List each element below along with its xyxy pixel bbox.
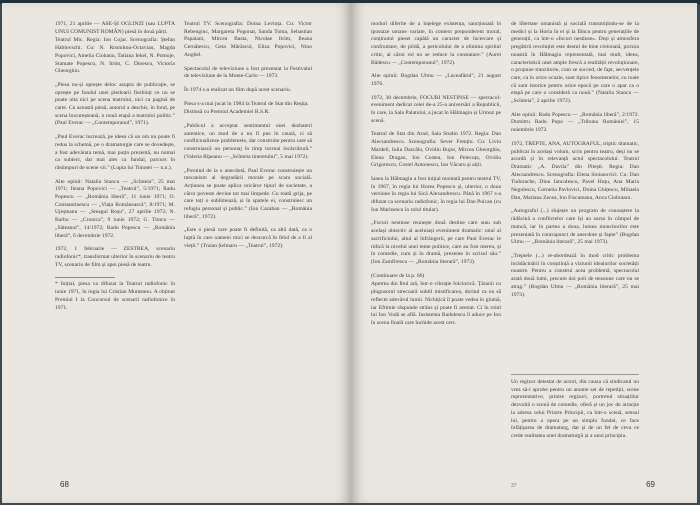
paragraph: „Autograful (...) slujește un program de cunoaștere la rădăcină a conflictelor care își au sursa în câmpul de muncă, iar în partea a doua, lumea muncitorilor este prezentată în contrapunct de anecdote și fapte” (Bogdan Ulmu — „România literară”, 25 mai 1973). [511, 208, 639, 246]
gutter-number: 37 [511, 483, 517, 489]
paragraph: Teatrul de Stat din Arad, Sala Studio 1972. Regia: Dan Alecsandrescu. Scenografia: Sever Frențiu. Cu: Liviu Mardeli, Iuliu Dascălu, Ovidiu Bujor, Mircea Gheorghiu, Elena Dragan, Ion Costea, Ion Pelecuța, Ovidiu Grigorescu, Costel Antonescu, Ion Văcaru și alții. [371, 131, 501, 169]
paragraph: În 1974 s-a realizat un film după acest scenariu. [184, 86, 292, 93]
paragraph: Alte opinii: Bogdan Ulmu — „Luceafărul”, 21 august 1976. [371, 73, 501, 87]
lower-paragraph: Un regizor detestat de actori, din cauza că sindicatul nu vrea să-l aprobe pentru un anume set de repetiții, scene reprezentative, printre regizori, portretul situațiilor dezvoltă o scenă de comedie, oferă și un joc de atracție la adresa celui Printre Principii, ca într-o scenă, sensul lui, pentru a opera pe un simplu fundal, ce face înfățișarea de dramaturg, dar și de un fel de ceva ce crede realitatea unei dramaturgii și a unui principiu. [511, 379, 639, 439]
paragraph: 1972, 30 decembrie, FOCURI NESTINSE — spectacol-eveniment dedicat celei de-a 25-a aniversări a Republicii, în care, la Sala Palatului, a jucat în Hălmagiu și Urmuz pe scenă. [371, 94, 501, 124]
paragraph: Ianeu la Hălmagiu a fost inițial montată pentru teatrul TV, în 1967, în regia lui Horea Popescu și, ulterior, o doua versiune în regia lui Sică Alexandrescu. Până în 1967 s-a difuzat ca scenariu radiofonic, în regia lui Dan Puican (cu Ion Marinescu în rolul titular). [371, 175, 501, 213]
paragraph: Teatrul Mic. Regia: Ion Cojar. Scenografia: Ștefan Hablovschi. Cu: N. Rosmitnu-Octavian, Magda Popovici, Amelia Ciobanu, Tatiana Iekel, N. Pomoje, Stamate Popescu, N. Itrim, C. Dinescu, Victoria Gheorghiu. [55, 37, 175, 75]
right-page [351, 3, 697, 503]
paragraph: Spectacolul de televiziune a fost prezentat la Festivalul de televiziune de la Monte-Carlo — 1973. [184, 65, 312, 80]
paragraph: Apetrea din Ibul ară, într-o vibrație folclorică. Țăranii cu plugusorul strecoară subtil mistificarea, dorind ca ea să reflecte adevărul lumii. Nichițică îl poate vedea în glumă, iar Eftimie răspunde strâns și poate fi arestat. Ci în rolul lui Ion Vodă se află. Insistenta Radulescu îl aduce pe Ion în scena finală care închide acest cerc. [371, 281, 501, 326]
page-number: 68 [60, 480, 69, 489]
paragraph: „Publicul a acceptat sentimentul unei dezbateri autentice, un mod de a nu fi pus în cauză, ci să conflictualizeze problemele, dar construite pentru care să construiască un personaj în timp tocmai încărcătură.” (Valeria Rîpeanu — „Scînteia tineretului”, 5 mai 1972). [184, 123, 312, 160]
paragraph: 1972, 1 februarie — ZESTREA, scenariu radiofonic*, transformat ulterior în scenariu de teatru TV, scenariu de film și apoi piesă de teatru. [55, 246, 175, 268]
right-page-column-2 [511, 21, 639, 299]
left-page [2, 3, 351, 503]
paragraph: „Este o piesă care poate fi definită, ca altă dată, ca o luptă în care oameni mici se descurcă în felul de a fi al vieții.” (Traian Șelmaru — „Teatrul”, 1972). [184, 227, 312, 249]
paragraph: „Paul Everac lucrează, pe ideea că un om nu poate fi redus la schemă, pe o dramaturgie care se dovedește, a fost adevărata temă, mai puțin prezentă, nu numai ca subiect, dar mai ales ca fundal, parcurs în răstimpuri de scene vii.” (Lupta lui Timotei — n.n.). [55, 134, 175, 171]
footnote: * Inițial, piesa va difuzat la Teatrul radiofonic în iunie 1971, în regia lui Cristian Munteanu. A obținut Premiul I la Concursul de scenarii radiofonice în 1971. [55, 281, 175, 311]
paragraph: de libertate umanistă și socială transmițindu-se de la medici și la Horia în ei și la Ilincu pentru generațiile de generații, ca într-o «focuri nestinse». Deși și atmosfera pregătirii revoluției este destul de bine creionată, pictura noastră în Hălmagiu reprezentată, mai mult, ideea, caracteristică unei ample frescă a realității revoluționare, o propune tranzitorie, cum se succed, de fapt, secvențele care, ca în orice ocazie, sunt tipice fenomenelor, cu toate că sunt istorice pentru orice epocă pe care o apar ca o etapă pe care o consideră ca nouă.” (Natalia Stancu — „Scînteia”, 2 aprilie 1972). [511, 21, 639, 105]
paragraph: Piesa s-a mai jucat în 1984 la Teatrul de Stat din Reșița. [184, 100, 309, 107]
left-page-column-1 [55, 21, 175, 312]
paragraph: „Treptele (...) re-abordează în mod critic problema înrădăcinării în conștiință a viziunii idealurilor societății noastre. Pentru a construi acea problemă, spectacolul arată două lumi, precum doi poli de tensiune care nu se atrag.” (Bogdan Ulmu — „România literară”, 25 mai 1973). [511, 252, 639, 298]
paragraph: „Pornind de la o anecdotă, Paul Everac construiește un mecanism al degradării morale pe scara socială. Acțiunea se poate aplica oricăror tipuri de societate, a căror poveste devine tot mai limpede. Cu toată grija, pe care toți o sublimează, și în spatele ei, construiesc un refugiu personal și public.” (Ion Cazaban — „România liberă”, 1972). [184, 167, 312, 220]
paragraph: 1972, TREPTE, ANA, AUTOGRAFUL, triptic dramatic, publicat în același volum, scris pentru teatru, deși nu se acordă și în relevanță actul spectacolului. Teatrul Dramatic „A. Davila” din Pitești. Regia: Dan Alecsandrescu. Scenografia: Elena Stoianovici. Cu: Dan Tudorache, Dinu Ianculescu, Pavel Huțu, Ana Maria Negulescu, Cornelia Pavlovici, Doina Ghițescu, Mihaela Dan, Mariana Zecea, Ion Fiscuteanu, Anca Ciobotaru. [511, 140, 639, 201]
section-divider [511, 374, 639, 375]
page-number: 69 [646, 480, 655, 489]
paragraph: Distinsă cu Premiul Academiei R.S.R. [184, 109, 270, 116]
continuation-note: (Continuare de la p. 66) [371, 272, 425, 279]
paragraph: 1971, 21 aprilie — ASE-ȘI OGLINZI (sau LUPTA UNUI COMUNIST ROMÂN) piesă în două părți. [55, 21, 175, 35]
paragraph: modurí diferite de a înțelege existența, sancționată în ipostaze umane variate, în context preponderent moral, conținutul piesei capătă un caracter de încercare și confruntare, de pildă, a pericolului de a elimina spiritul critic, al cărui rol nu se reduce la constatare.” (Aurel Bădescu — „Contemporanul”, 1972). [371, 21, 501, 66]
paragraph: „Focuri nestinse reunește două destine care stau sub același obiectiv al aceluiași eveniment dramatic: unul al sacrificiului, altul al înfrângerii, pe care Paul Everac le ridică la nivelul unei teme politice, care au fost mereu, și în comedie, cum și în dramă, prezente în scrisul său.” (Ion Zamfirescu — „România literară”, 1973). [371, 220, 501, 265]
left-page-column-2 [184, 21, 312, 251]
paragraph: „Piesa nu-și oprește deloc asupra de publicație, se oprește pe fondul unei pledoarii fierbinți ce nu se poate uita nici pe scena teatrului, nici ca pagină de carte. Cu această piesă, autorul a deschis, în fond, pe scena bucureșteană, o nouă etapă a teatrului politic.” (Paul Everac — „Contemporanul”, 1971). [55, 81, 175, 127]
paragraph: Alte opinii: Natalia Stancu — „Scînteia”, 25 mai 1971; Ileana Popovici — „Teatrul”, 5/1971; Radu Popescu — „România liberă”, 11 iunie 1971; O. Constantinescu — „Viața Românească”, 8/1971; M. Ujeșteanu — „Steagul Roșu”, 27 aprilie 1972; N. Barbu — „Cronica”, 9 iunie 1972; G. Timcu — „Săteanul”, 14/1972; Radu Popescu — „România liberă”, 6 decembrie 1972. [55, 178, 175, 239]
paragraph: Alte opinii: Radu Popescu — „România liberă”, 2/1972. Dumitru Radu Popa — „Tribuna României”, 15 noiembrie 1972. [511, 111, 639, 134]
paragraph: Teatrul TV. Scenografia: Doina Levința. Cu: Victor Rebengiuc, Margareta Pogonat, Sanda Toma, Sebastian Papaiani, Mircea Basta, Nicolae Itrim, Ileana Cernătescu, Geta Mărăscul, Eliza Popovici, Nino Anghel. [184, 21, 312, 58]
right-page-column-1 [371, 21, 501, 328]
